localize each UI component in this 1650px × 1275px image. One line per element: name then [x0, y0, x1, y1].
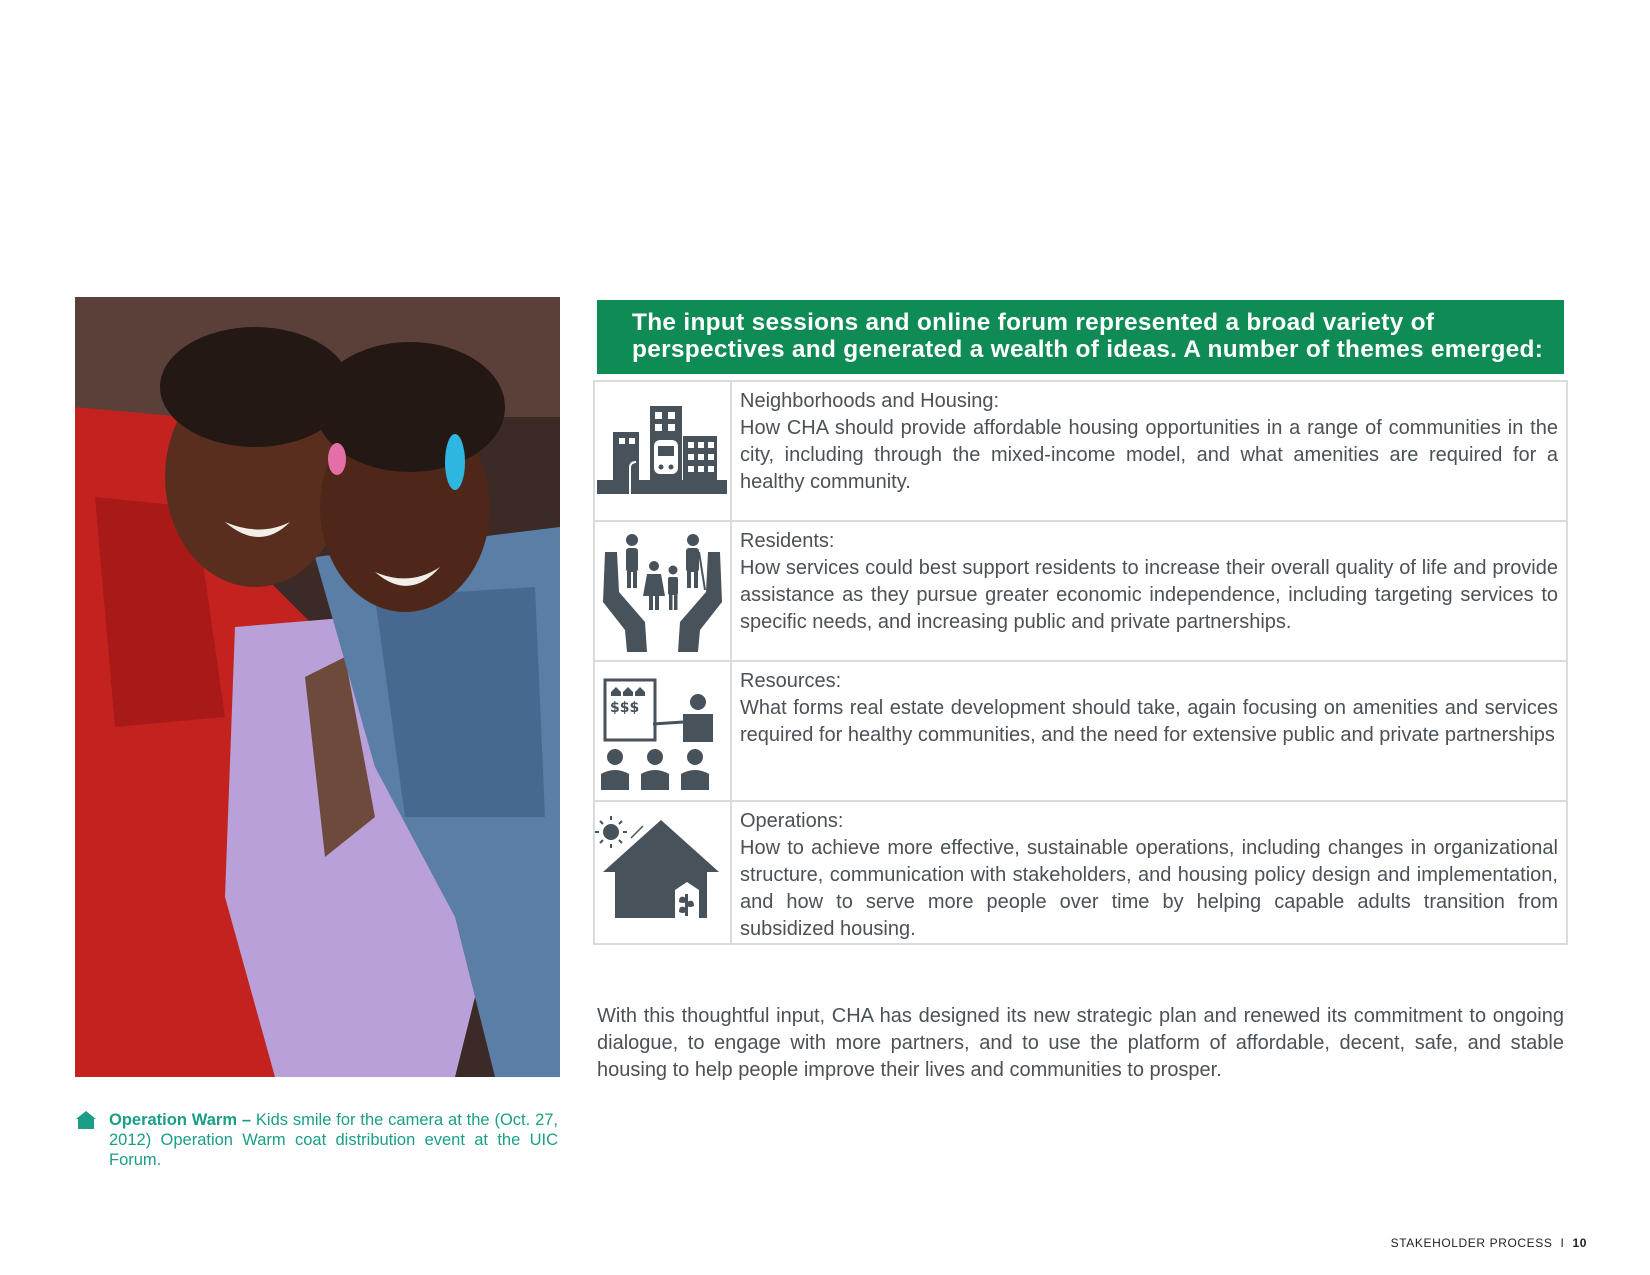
theme-description: What forms real estate development should take, again focusing on amenities and services required for healthy communities, and the need for extensive public and private partnerships — [740, 697, 1558, 746]
sustainable-house-icon — [595, 802, 730, 940]
theme-text-cell — [731, 661, 1567, 801]
presentation-icon — [595, 662, 730, 800]
closing-paragraph: With this thoughtful input, CHA has designed its new strategic plan and renewed its commitment to ongoing dialogue, to engage with more partners, and to use the platform of affordable, decent, safe, and stable housing to help people improve their lives and communities to prosper. — [597, 1005, 1564, 1081]
photo-icon — [75, 297, 560, 1077]
theme-description: How CHA should provide affordable housing opportunities in a range of communities in the city, including through the mixed-income model, and what amenities are required for a healthy community. — [740, 417, 1558, 493]
theme-row — [594, 801, 1567, 944]
theme-title: Neighborhoods and Housing: — [740, 390, 1000, 412]
theme-text-cell — [731, 801, 1567, 944]
theme-title: Resources: — [740, 670, 842, 692]
page-footer — [1391, 1236, 1587, 1250]
theme-title: Residents: — [740, 530, 835, 552]
theme-row — [594, 661, 1567, 801]
theme-icon-cell — [594, 661, 731, 801]
theme-description: How to achieve more effective, sustainable operations, including changes in organizational structure, communication with stakeholders, and housing policy design and implementation, and how to serve more people over time by helping capable adults transition from subsidized housing. — [740, 837, 1558, 940]
theme-icon-cell — [594, 381, 731, 521]
themes-banner — [597, 300, 1564, 374]
page-number: 10 — [1572, 1236, 1587, 1250]
footer-section: STAKEHOLDER PROCESS — [1390, 1236, 1553, 1250]
svg-text:$$$: $$$ — [610, 700, 640, 716]
caption-text — [76, 1110, 558, 1170]
caption-body: Kids smile for the camera at the (Oct. 27, 2012) Operation Warm coat distribution event at the UIC Forum. — [109, 1111, 559, 1169]
photo-kids-smiling — [75, 297, 560, 1077]
theme-row — [594, 521, 1567, 661]
footer-separator: I — [1560, 1236, 1565, 1250]
buildings-icon — [595, 382, 730, 520]
banner-line-1: The input sessions and online forum represented a broad variety of — [632, 309, 1435, 336]
theme-icon-cell — [594, 521, 731, 661]
theme-text-cell — [731, 521, 1567, 661]
caption-bold: Operation Warm – — [109, 1111, 252, 1129]
photo-caption — [76, 1110, 558, 1170]
theme-icon-cell — [594, 801, 731, 944]
banner-line-2: perspectives and generated a wealth of ideas. A number of themes emerged: — [632, 336, 1544, 363]
theme-row — [594, 381, 1567, 521]
theme-title: Operations: — [740, 810, 844, 832]
hands-family-icon — [595, 522, 730, 660]
themes-table — [593, 380, 1568, 945]
home-icon — [76, 1110, 96, 1130]
theme-description: How services could best support residents to increase their overall quality of life and provide assistance as they pursue greater economic independence, including targeting services to specific needs, and increasing public and private partnerships. — [740, 557, 1558, 633]
theme-text-cell — [731, 381, 1567, 521]
